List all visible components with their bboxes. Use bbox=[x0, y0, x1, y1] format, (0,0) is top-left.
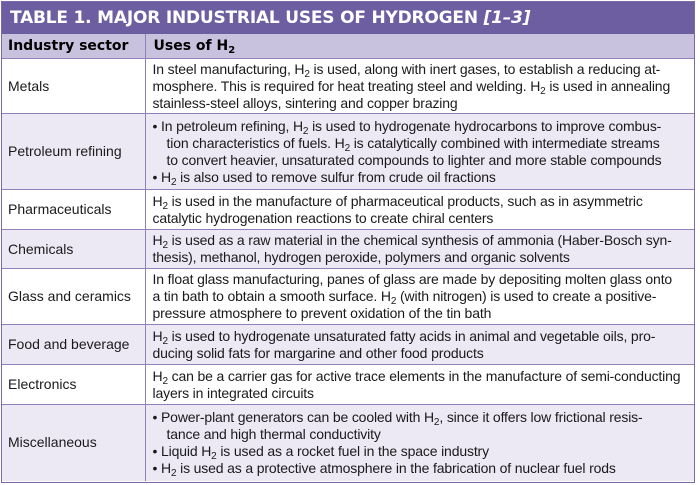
hydrogen-uses-table-panel bbox=[1, 1, 695, 483]
uses-cell bbox=[145, 269, 694, 325]
use-text: stainless-steel alloys, sintering and copper brazing bbox=[152, 94, 458, 111]
table-row bbox=[2, 405, 694, 481]
table-row bbox=[2, 230, 694, 269]
table-title-reference: [1–3] bbox=[483, 8, 531, 28]
use-text: can be a carrier gas for active trace elements in the manufacture of semi-conducting bbox=[167, 367, 681, 384]
sector-cell: Metals bbox=[2, 59, 145, 114]
use-text: In float glass manufacturing, panes of glass are made by depositing molten glass onto bbox=[152, 271, 673, 287]
use-text: is used as a rocket fuel in the space industry bbox=[216, 442, 489, 459]
use-text: • In petroleum refining, H bbox=[152, 117, 303, 134]
uses-cell bbox=[145, 405, 694, 481]
subscript: 2 bbox=[170, 176, 177, 188]
hydrogen-uses-table bbox=[2, 34, 694, 481]
use-text: is also used to remove sulfur from crude oil fractions bbox=[176, 168, 496, 185]
use-text: is used in the manufacture of pharmaceutical products, such as in asymmetric bbox=[167, 192, 643, 209]
subscript: 2 bbox=[540, 85, 546, 97]
uses-cell bbox=[145, 190, 694, 230]
use-text: H bbox=[152, 367, 163, 384]
use-text: catalytic hydrogenation reactions to create chiral centers bbox=[152, 209, 494, 226]
use-text: ducing solid fats for margarine and other food products bbox=[152, 344, 484, 361]
use-line bbox=[153, 232, 691, 249]
subscript: 2 bbox=[170, 467, 177, 479]
use-line bbox=[153, 305, 691, 322]
table-row bbox=[2, 325, 694, 365]
header-uses bbox=[145, 34, 694, 59]
use-line bbox=[153, 409, 691, 426]
subscript: 2 bbox=[162, 375, 168, 387]
table-title-main: TABLE 1. MAJOR INDUSTRIAL USES OF HYDROGEN bbox=[10, 8, 478, 28]
sector-cell: Glass and ceramics bbox=[2, 269, 145, 325]
use-line bbox=[153, 61, 691, 78]
use-text: tance and high thermal conductivity bbox=[166, 425, 381, 442]
use-text: In steel manufacturing, H bbox=[152, 60, 305, 77]
use-line bbox=[153, 249, 691, 266]
use-line bbox=[153, 345, 691, 362]
use-line bbox=[153, 78, 691, 95]
use-text: H bbox=[152, 192, 163, 209]
use-text: H bbox=[152, 232, 163, 248]
use-text: , since it offers low frictional resis- bbox=[439, 408, 643, 425]
subscript: 2 bbox=[304, 68, 310, 80]
use-text: thesis), methanol, hydrogen peroxide, polymers and organic solvents bbox=[152, 249, 570, 265]
use-line bbox=[153, 443, 691, 460]
use-line bbox=[153, 426, 691, 443]
subscript: 2 bbox=[162, 335, 168, 347]
use-line bbox=[153, 328, 691, 345]
use-text: • Liquid H bbox=[152, 442, 212, 459]
use-line bbox=[153, 385, 691, 402]
subscript: 2 bbox=[344, 142, 350, 154]
use-text: tion characteristics of fuels. H bbox=[166, 134, 345, 151]
use-text: layers in integrated circuits bbox=[152, 384, 314, 401]
subscript: 2 bbox=[162, 200, 168, 212]
table-row bbox=[2, 190, 694, 230]
table-row bbox=[2, 59, 694, 114]
table-row bbox=[2, 269, 694, 325]
use-line bbox=[153, 271, 691, 288]
use-text: is used as a protective atmosphere in the fabrication of nuclear fuel rods bbox=[176, 459, 616, 476]
header-uses-label: Uses of H bbox=[153, 38, 229, 54]
sector-cell: Food and beverage bbox=[2, 325, 145, 365]
use-line bbox=[153, 288, 691, 305]
sector-cell: Electronics bbox=[2, 365, 145, 405]
table-title bbox=[2, 2, 694, 34]
uses-cell bbox=[145, 114, 694, 190]
uses-cell bbox=[145, 230, 694, 269]
table-row bbox=[2, 365, 694, 405]
use-line bbox=[153, 118, 691, 135]
use-text: pressure atmosphere to prevent oxidation of the tin bath bbox=[152, 305, 492, 321]
subscript: 2 bbox=[162, 240, 168, 251]
use-line bbox=[153, 210, 691, 227]
use-text: H bbox=[152, 327, 163, 344]
sector-cell: Miscellaneous bbox=[2, 405, 145, 481]
use-line bbox=[153, 368, 691, 385]
use-text: to convert heavier, unsaturated compounds to lighter and more stable compounds bbox=[166, 151, 662, 168]
use-text: is used, along with inert gases, to establish a reducing at- bbox=[309, 60, 661, 77]
use-text: is used to hydrogenate hydrocarbons to improve combus- bbox=[308, 117, 662, 134]
table-header-row bbox=[2, 34, 694, 59]
subscript: 2 bbox=[302, 125, 309, 137]
use-text: a tin bath to obtain a smooth surface. H bbox=[152, 288, 391, 304]
use-text: mosphere. This is required for heat treating steel and welding. H bbox=[152, 77, 541, 94]
sector-cell: Pharmaceuticals bbox=[2, 190, 145, 230]
subscript: 2 bbox=[433, 416, 440, 428]
uses-cell bbox=[145, 365, 694, 405]
header-industry-sector: Industry sector bbox=[2, 34, 145, 59]
use-text: is used in annealing bbox=[545, 77, 671, 94]
sector-cell: Chemicals bbox=[2, 230, 145, 269]
use-text: • Power-plant generators can be cooled with H bbox=[152, 408, 434, 425]
subscript: 2 bbox=[211, 450, 217, 462]
use-line bbox=[153, 169, 691, 186]
header-uses-subscript: 2 bbox=[228, 45, 236, 56]
use-text: is used to hydrogenate unsaturated fatty acids in animal and vegetable oils, pro- bbox=[167, 327, 656, 344]
use-line bbox=[153, 135, 691, 152]
use-text: • H bbox=[152, 459, 171, 476]
use-line bbox=[153, 95, 691, 112]
use-line bbox=[153, 193, 691, 210]
use-line bbox=[153, 460, 691, 477]
uses-cell bbox=[145, 59, 694, 114]
uses-cell bbox=[145, 325, 694, 365]
use-text: is used as a raw material in the chemical synthesis of ammonia (Haber-Bosch syn- bbox=[167, 232, 672, 248]
sector-cell: Petroleum refining bbox=[2, 114, 145, 190]
subscript: 2 bbox=[390, 296, 397, 307]
use-line bbox=[153, 152, 691, 169]
use-text: • H bbox=[152, 168, 171, 185]
table-row bbox=[2, 114, 694, 190]
use-text: is catalytically combined with intermediate streams bbox=[349, 134, 660, 151]
use-text: (with nitrogen) is used to create a positive- bbox=[396, 288, 657, 304]
